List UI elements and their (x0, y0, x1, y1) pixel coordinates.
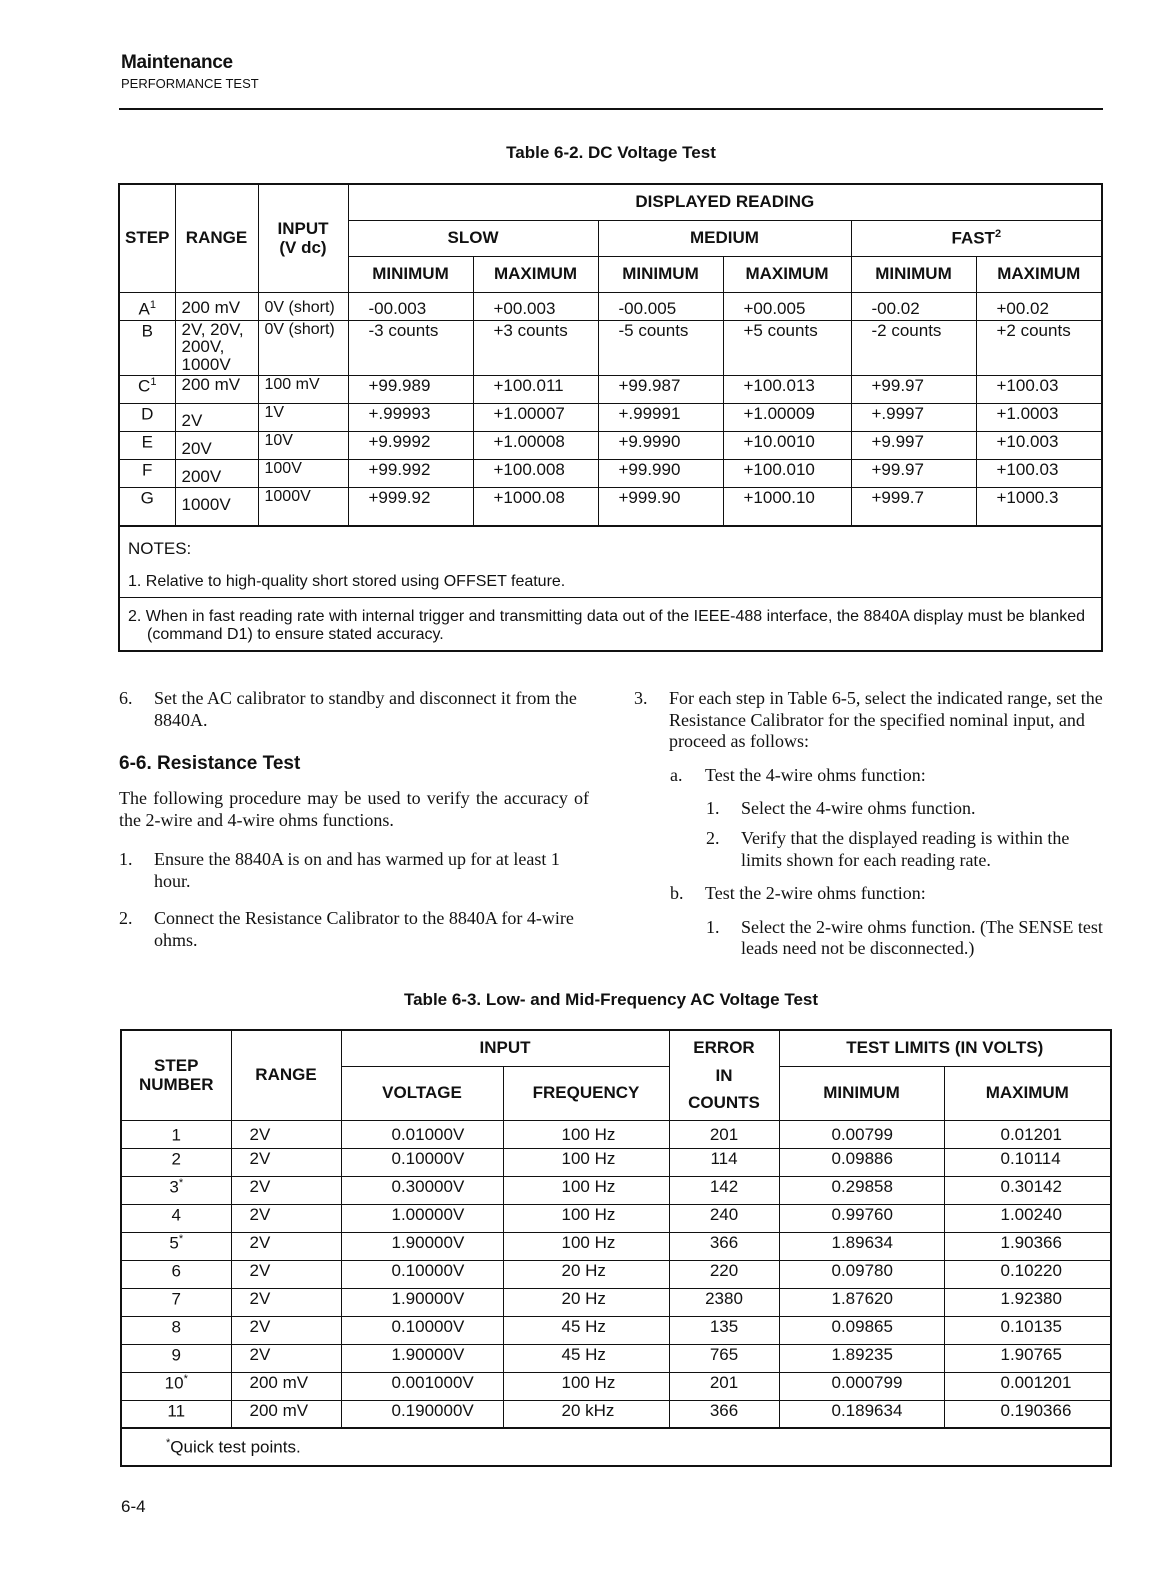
cell-error: 366 (669, 1232, 779, 1260)
cell-voltage: 1.90000V (341, 1288, 503, 1316)
step-3a-1: 1. Select the 4-wire ohms function. (706, 798, 976, 819)
cell-limit-max: 0.001201 (944, 1372, 1111, 1400)
cell-frequency: 20 Hz (503, 1260, 669, 1288)
cell-voltage: 1.00000V (341, 1204, 503, 1232)
cell-range: 2V (231, 1232, 341, 1260)
cell-fast-max: +100.03 (976, 459, 1102, 487)
col-header-medium-max: MAXIMUM (723, 256, 851, 292)
notes-title: NOTES: (128, 539, 192, 559)
table-row (121, 1316, 1111, 1344)
cell-voltage: 0.10000V (341, 1260, 503, 1288)
cell-fast-min: -2 counts (851, 320, 976, 375)
cell-error: 366 (669, 1400, 779, 1428)
table-6-2-notes (119, 526, 1102, 651)
cell-slow-max: +100.008 (473, 459, 598, 487)
cell-step: G (119, 487, 175, 526)
cell-range: 2V (231, 1344, 341, 1372)
table-6-3-caption: Table 6-3. Low- and Mid-Frequency AC Voltage Test (403, 990, 819, 1009)
cell-slow-min: -3 counts (348, 320, 473, 375)
cell-range: 2V (231, 1288, 341, 1316)
table-row (119, 431, 1102, 459)
cell-frequency: 100 Hz (503, 1372, 669, 1400)
cell-range: 2V (175, 403, 258, 431)
cell-limit-max: 0.10220 (944, 1260, 1111, 1288)
cell-frequency: 100 Hz (503, 1232, 669, 1260)
table-row (121, 1344, 1111, 1372)
cell-voltage: 0.10000V (341, 1316, 503, 1344)
col-header-step: STEP (119, 184, 175, 292)
table-row (121, 1120, 1111, 1148)
cell-step: E (119, 431, 175, 459)
resistance-step-1: 1. Ensure the 8840A is on and has warmed up for at least 1 hour. (119, 849, 560, 891)
col-header-fast-min: MINIMUM (851, 256, 976, 292)
cell-voltage: 0.190000V (341, 1400, 503, 1428)
cell-fast-max: +10.003 (976, 431, 1102, 459)
col-header-medium-min: MINIMUM (598, 256, 723, 292)
cell-med-min: +.99991 (598, 403, 723, 431)
cell-range: 2V (231, 1204, 341, 1232)
table-row (119, 292, 1102, 320)
cell-med-min: +99.990 (598, 459, 723, 487)
cell-step: B (119, 320, 175, 375)
cell-slow-min: -00.003 (348, 292, 473, 320)
cell-voltage: 1.90000V (341, 1232, 503, 1260)
table-6-2 (118, 183, 1103, 652)
cell-limit-min: 0.99760 (779, 1204, 944, 1232)
col-header-input: INPUT (341, 1030, 669, 1066)
cell-slow-max: +100.011 (473, 375, 598, 403)
cell-slow-min: +999.92 (348, 487, 473, 526)
cell-med-max: +1000.10 (723, 487, 851, 526)
cell-limit-min: 0.09865 (779, 1316, 944, 1344)
cell-fast-min: +999.7 (851, 487, 976, 526)
resistance-test-intro: The following procedure may be used to verify the accuracy of the 2-wire and 4-wire ohms functions. (119, 787, 589, 830)
col-header-range: RANGE (231, 1030, 341, 1120)
table-row (119, 403, 1102, 431)
cell-range: 2V (231, 1316, 341, 1344)
cell-fast-max: +00.02 (976, 292, 1102, 320)
cell-limit-max: 0.30142 (944, 1176, 1111, 1204)
col-header-medium: MEDIUM (598, 220, 851, 256)
cell-range: 200 mV (175, 375, 258, 403)
col-header-voltage: VOLTAGE (341, 1066, 503, 1120)
cell-limit-max: 0.10135 (944, 1316, 1111, 1344)
cell-step: $A^1$ (119, 292, 175, 320)
cell-range: 2V (231, 1260, 341, 1288)
cell-step: F (119, 459, 175, 487)
resistance-test-heading: 6-6. Resistance Test (119, 753, 301, 775)
cell-voltage: 0.001000V (341, 1372, 503, 1400)
cell-step-number: 3* (121, 1176, 231, 1204)
cell-error: 240 (669, 1204, 779, 1232)
cell-slow-max: +00.003 (473, 292, 598, 320)
cell-input: 1V (258, 403, 348, 431)
table-row (119, 375, 1102, 403)
cell-range: 200 mV (175, 292, 258, 320)
cell-frequency: 45 Hz (503, 1316, 669, 1344)
cell-error: 135 (669, 1316, 779, 1344)
cell-med-min: +9.9990 (598, 431, 723, 459)
cell-fast-max: +1.0003 (976, 403, 1102, 431)
note-1: 1. Relative to high-quality short stored using OFFSET feature. (128, 573, 566, 591)
cell-frequency: 20 Hz (503, 1288, 669, 1316)
col-header-slow-max: MAXIMUM (473, 256, 598, 292)
cell-voltage: 1.90000V (341, 1344, 503, 1372)
cell-step-number: 1 (121, 1120, 231, 1148)
table-row (121, 1204, 1111, 1232)
cell-step-number: 9 (121, 1344, 231, 1372)
cell-input: 1000V (258, 487, 348, 526)
step-3b-1: 1. Select the 2-wire ohms function. (The SENSE test leads need not be disconnected.) (706, 916, 1103, 959)
col-header-range: RANGE (175, 184, 258, 292)
cell-error: 220 (669, 1260, 779, 1288)
table-row (119, 487, 1102, 526)
cell-limit-min: 0.09780 (779, 1260, 944, 1288)
col-header-slow-min: MINIMUM (348, 256, 473, 292)
col-header-limit-min: MINIMUM (779, 1066, 944, 1120)
page-number: 6-4 (121, 1497, 146, 1516)
cell-med-min: -00.005 (598, 292, 723, 320)
table-row (121, 1260, 1111, 1288)
cell-step-number: 4 (121, 1204, 231, 1232)
cell-fast-min: -00.02 (851, 292, 976, 320)
cell-slow-max: +3 counts (473, 320, 598, 375)
cell-fast-min: +9.997 (851, 431, 976, 459)
cell-step-number: 6 (121, 1260, 231, 1288)
cell-limit-min: 1.89235 (779, 1344, 944, 1372)
col-header-displayed-reading: DISPLAYED READING (348, 184, 1102, 220)
cell-input: 10V (258, 431, 348, 459)
right-column (634, 688, 1106, 960)
cell-frequency: 100 Hz (503, 1204, 669, 1232)
header-rule (119, 108, 1103, 110)
cell-limit-max: 1.00240 (944, 1204, 1111, 1232)
cell-med-min: +999.90 (598, 487, 723, 526)
cell-slow-max: +1.00007 (473, 403, 598, 431)
table-row (121, 1372, 1111, 1400)
table-row (119, 459, 1102, 487)
cell-limit-min: 0.29858 (779, 1176, 944, 1204)
cell-range: 2V (231, 1148, 341, 1176)
cell-med-min: +99.987 (598, 375, 723, 403)
cell-slow-min: +9.9992 (348, 431, 473, 459)
cell-input: 100 mV (258, 375, 348, 403)
col-header-fast-max: MAXIMUM (976, 256, 1102, 292)
cell-med-max: +1.00009 (723, 403, 851, 431)
cell-fast-max: +100.03 (976, 375, 1102, 403)
cell-frequency: 45 Hz (503, 1344, 669, 1372)
cell-error: 765 (669, 1344, 779, 1372)
cell-range: 2V, 20V, 200V, 1000V (175, 320, 258, 375)
cell-frequency: 20 kHz (503, 1400, 669, 1428)
cell-frequency: 100 Hz (503, 1120, 669, 1148)
cell-med-max: +100.010 (723, 459, 851, 487)
cell-step: D (119, 403, 175, 431)
cell-range: 200V (175, 459, 258, 487)
cell-error: 2380 (669, 1288, 779, 1316)
table-row (121, 1232, 1111, 1260)
cell-error: 201 (669, 1372, 779, 1400)
table-row (121, 1400, 1111, 1428)
cell-frequency: 100 Hz (503, 1148, 669, 1176)
left-column (119, 688, 589, 952)
cell-step-number: 7 (121, 1288, 231, 1316)
cell-slow-min: +99.989 (348, 375, 473, 403)
table-6-3 (120, 1029, 1112, 1467)
cell-error: 201 (669, 1120, 779, 1148)
resistance-step-2: 2. Connect the Resistance Calibrator to the 8840A for 4-wire ohms. (119, 908, 574, 950)
cell-slow-min: +.99993 (348, 403, 473, 431)
cell-slow-max: +1000.08 (473, 487, 598, 526)
cell-limit-max: 1.90366 (944, 1232, 1111, 1260)
cell-step-number: 11 (121, 1400, 231, 1428)
col-header-fast: FAST$^2$ (851, 220, 1102, 256)
note-2: 2. When in fast reading rate with internal trigger and transmitting data out of the IEEE-488 interface, the 8840A display must be blanked (command D1) to ensure stated accuracy. (120, 597, 1101, 644)
cell-slow-min: +99.992 (348, 459, 473, 487)
cell-step-number: 10* (121, 1372, 231, 1400)
cell-step: $C^1$ (119, 375, 175, 403)
cell-range: 20V (175, 431, 258, 459)
cell-med-min: -5 counts (598, 320, 723, 375)
cell-limit-max: 1.90765 (944, 1344, 1111, 1372)
cell-frequency: 100 Hz (503, 1176, 669, 1204)
step-3b: b. Test the 2-wire ohms function: (670, 883, 926, 904)
table-row (119, 320, 1102, 375)
col-header-input: INPUT (V dc) (258, 184, 348, 292)
cell-fast-max: +2 counts (976, 320, 1102, 375)
cell-limit-max: 0.01201 (944, 1120, 1111, 1148)
cell-voltage: 0.10000V (341, 1148, 503, 1176)
cell-limit-min: 0.000799 (779, 1372, 944, 1400)
step-3a-2: 2. Verify that the displayed reading is within the limits shown for each reading rate. (706, 827, 1070, 870)
cell-input: 0V (short) (258, 292, 348, 320)
step-3: 3. For each step in Table 6-5, select the indicated range, set the Resistance Calibrator for the specified nominal input, and proceed as follows: (634, 688, 1103, 752)
cell-step-number: 8 (121, 1316, 231, 1344)
cell-limit-min: 0.00799 (779, 1120, 944, 1148)
cell-med-max: +100.013 (723, 375, 851, 403)
col-header-step-number: STEP NUMBER (121, 1030, 231, 1120)
col-header-error-in-counts: ERROR IN COUNTS (669, 1030, 779, 1120)
cell-voltage: 0.30000V (341, 1176, 503, 1204)
cell-range: 1000V (175, 487, 258, 526)
step-6: 6. Set the AC calibrator to standby and disconnect it from the 8840A. (119, 688, 577, 730)
cell-limit-min: 0.189634 (779, 1400, 944, 1428)
cell-step-number: 5* (121, 1232, 231, 1260)
cell-range: 200 mV (231, 1372, 341, 1400)
cell-range: 2V (231, 1176, 341, 1204)
cell-limit-max: 1.92380 (944, 1288, 1111, 1316)
table-6-2-caption: Table 6-2. DC Voltage Test (506, 143, 716, 162)
col-header-test-limits: TEST LIMITS (IN VOLTS) (779, 1030, 1111, 1066)
cell-range: 200 mV (231, 1400, 341, 1428)
step-3a: a. Test the 4-wire ohms function: (670, 764, 926, 785)
col-header-frequency: FREQUENCY (503, 1066, 669, 1120)
section-subtitle: PERFORMANCE TEST (121, 76, 259, 91)
col-header-limit-max: MAXIMUM (944, 1066, 1111, 1120)
cell-slow-max: +1.00008 (473, 431, 598, 459)
cell-limit-min: 1.87620 (779, 1288, 944, 1316)
cell-error: 142 (669, 1176, 779, 1204)
cell-limit-max: 0.190366 (944, 1400, 1111, 1428)
col-header-slow: SLOW (348, 220, 598, 256)
cell-fast-max: +1000.3 (976, 487, 1102, 526)
cell-input: 100V (258, 459, 348, 487)
cell-range: 2V (231, 1120, 341, 1148)
cell-voltage: 0.01000V (341, 1120, 503, 1148)
table-row (121, 1148, 1111, 1176)
cell-med-max: +00.005 (723, 292, 851, 320)
section-title: Maintenance (121, 52, 233, 73)
cell-fast-min: +99.97 (851, 459, 976, 487)
table-row (121, 1288, 1111, 1316)
cell-med-max: +10.0010 (723, 431, 851, 459)
cell-limit-min: 0.09886 (779, 1148, 944, 1176)
cell-med-max: +5 counts (723, 320, 851, 375)
cell-limit-min: 1.89634 (779, 1232, 944, 1260)
cell-limit-max: 0.10114 (944, 1148, 1111, 1176)
cell-error: 114 (669, 1148, 779, 1176)
cell-fast-min: +99.97 (851, 375, 976, 403)
table-6-3-footnote: *Quick test points. (121, 1428, 1111, 1466)
cell-input: 0V (short) (258, 320, 348, 375)
cell-step-number: 2 (121, 1148, 231, 1176)
table-row (121, 1176, 1111, 1204)
cell-fast-min: +.9997 (851, 403, 976, 431)
